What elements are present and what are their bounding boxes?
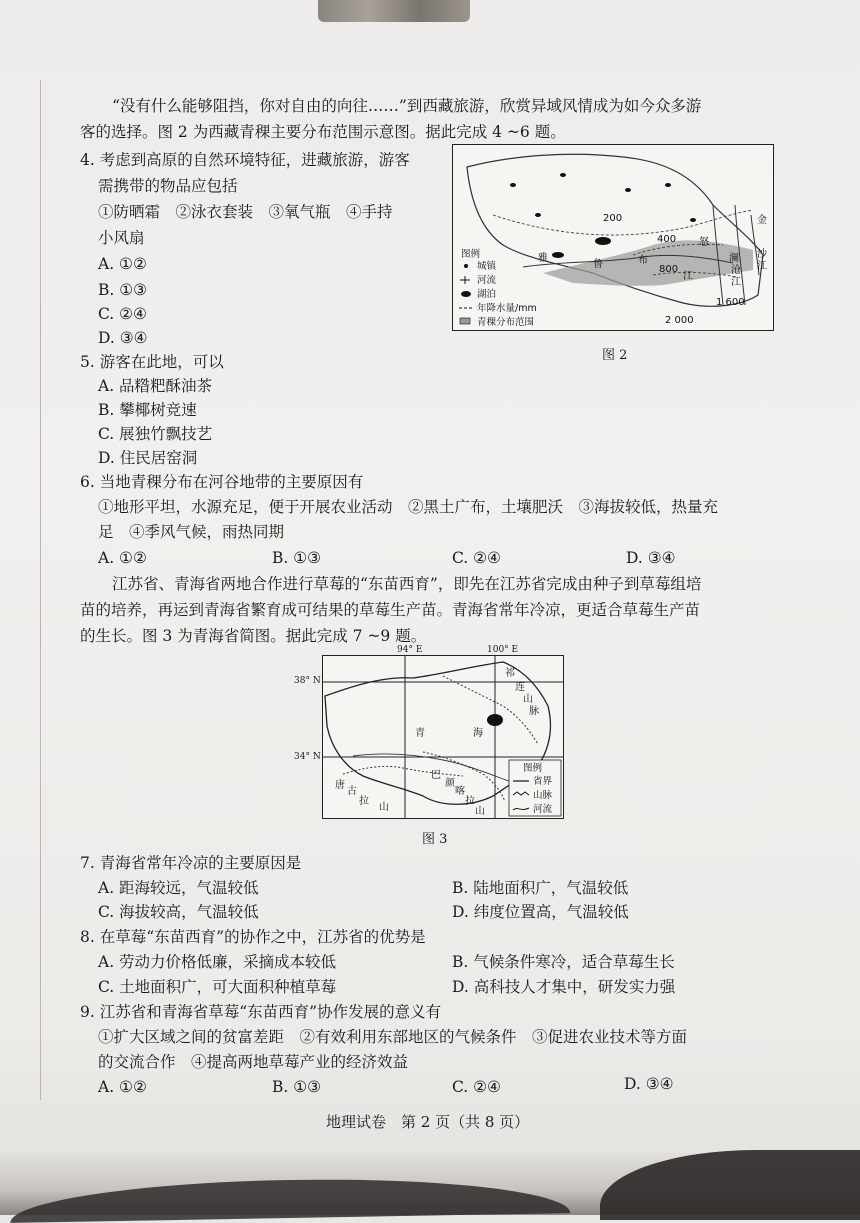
- lake-2: [552, 252, 564, 258]
- tibet-map-svg: [453, 145, 773, 330]
- fig3-legend-mountain: 山脉: [533, 790, 553, 801]
- q4-items: ①防晒霜 ②泳衣套装 ③氧气瓶 ④手持: [98, 203, 393, 221]
- fig3-lon-94: 94° E: [397, 645, 423, 655]
- q9-option-b: B. ①③: [272, 1078, 322, 1096]
- fig2-legend-barley: 青稞分布范围: [477, 317, 535, 328]
- fig3-label-lian: 连: [515, 682, 525, 693]
- lake-8: [535, 213, 541, 217]
- fig3-label-ka: 喀: [455, 786, 465, 797]
- river-label-jiang-1: 江: [683, 271, 693, 282]
- q8-option-d: D. 高科技人才集中，研发实力强: [452, 978, 676, 996]
- intro2-line-2: 苗的培养，再运到青海省繁育成可结果的草莓生产苗。青海省常年冷凉，更适合草莓生产苗: [80, 601, 701, 619]
- fig3-legend-title: 图例: [523, 763, 543, 774]
- intro2-line-3: 的生长。图 3 为青海省简图。据此完成 7 ~9 题。: [80, 627, 427, 645]
- river-label-sha: 沙: [757, 249, 767, 260]
- figure-2-tibet-map: [452, 144, 774, 331]
- fig3-label-mai: 脉: [529, 706, 539, 717]
- fig3-label-la-2: 拉: [465, 796, 475, 807]
- figure-2-caption: 图 2: [602, 348, 628, 363]
- q7-option-d: D. 纬度位置高，气温较低: [452, 903, 629, 921]
- q4-stem: 4. 考虑到高原的自然环境特征，进藏旅游，游客: [80, 151, 410, 169]
- fig3-label-shan-2: 山: [379, 802, 389, 813]
- lake-7: [690, 218, 696, 222]
- lake-4: [560, 173, 566, 177]
- lake-3: [510, 183, 516, 187]
- q4-option-b: B. ①③: [98, 281, 148, 299]
- lake-5: [625, 188, 631, 192]
- q9-option-a: A. ①②: [98, 1078, 147, 1096]
- q6-stem: 6. 当地青稞分布在河谷地带的主要原因有: [80, 473, 364, 491]
- fig2-legend-town: 城镇: [477, 261, 497, 272]
- fig3-label-tang: 唐: [335, 780, 345, 791]
- q9-items-cont: 的交流合作 ④提高两地草莓产业的经济效益: [98, 1053, 409, 1071]
- river-label-jiang-2: 江: [731, 277, 741, 288]
- river-label-lu: 鲁: [593, 259, 603, 270]
- river-label-jiang-3: 江: [757, 261, 767, 272]
- river-label-lan: 澜: [729, 253, 739, 264]
- q9-items: ①扩大区域之间的贫富差距 ②有效利用东部地区的气候条件 ③促进农业技术等方面: [98, 1028, 688, 1046]
- fig3-legend-river: 河流: [533, 804, 553, 815]
- figure-3-qinghai-map: [322, 655, 564, 819]
- q9-stem: 9. 江苏省和青海省草莓“东苗西育”协作发展的意义有: [80, 1003, 442, 1021]
- river-label-jin: 金: [757, 215, 767, 226]
- isohyet-label-800: 800: [659, 264, 679, 275]
- q4-option-c: C. ②④: [98, 305, 147, 323]
- q5-option-d: D. 住民居窑洞: [98, 449, 198, 467]
- q8-option-b: B. 气候条件寒冷，适合草莓生长: [452, 953, 675, 971]
- q4-option-d: D. ③④: [98, 329, 148, 347]
- lake-1: [595, 237, 611, 245]
- q6-option-c: C. ②④: [452, 549, 501, 567]
- fig2-legend-river: 河流: [477, 275, 497, 286]
- river-label-nu: 怒: [699, 237, 709, 248]
- qinghai-map-svg: [323, 656, 563, 818]
- q4-items-cont: 小风扇: [98, 229, 145, 247]
- lake-legend-icon: [461, 291, 471, 297]
- fig3-label-gu: 古: [347, 786, 357, 797]
- q4-stem-cont: 需携带的物品应包括: [98, 177, 238, 195]
- fig3-label-shan-1: 山: [523, 694, 533, 705]
- isohyet-label-2000: 2 000: [665, 315, 694, 326]
- q7-option-b: B. 陆地面积广，气温较低: [452, 879, 629, 897]
- fig3-legend-boundary: 省界: [533, 776, 553, 787]
- fig3-lat-38: 38° N: [294, 676, 321, 686]
- q7-stem: 7. 青海省常年冷凉的主要原因是: [80, 854, 302, 872]
- fig3-label-la-1: 拉: [359, 796, 369, 807]
- q6-option-a: A. ①②: [98, 549, 147, 567]
- fig3-lat-34: 34° N: [294, 752, 321, 762]
- isohyet-label-200: 200: [603, 213, 623, 224]
- fig3-lon-100: 100° E: [487, 645, 519, 655]
- q5-option-a: A. 品糌粑酥油茶: [98, 377, 213, 395]
- page-margin-line: [40, 80, 41, 1100]
- q8-option-c: C. 土地面积广，可大面积种植草莓: [98, 978, 337, 996]
- isohyet-label-1600: 1 600: [716, 297, 745, 308]
- q7-option-c: C. 海拔较高，气温较低: [98, 903, 259, 921]
- barley-legend-icon: [460, 318, 470, 324]
- intro-line-2: 客的选择。图 2 为西藏青稞主要分布范围示意图。据此完成 4 ~6 题。: [80, 123, 566, 141]
- q8-option-a: A. 劳动力价格低廉，采摘成本较低: [98, 953, 337, 971]
- figure-3-caption: 图 3: [422, 832, 448, 847]
- q5-option-c: C. 展独竹飘技艺: [98, 425, 213, 443]
- fig2-legend-isohyet: 年降水量/mm: [477, 303, 537, 314]
- fig2-legend-title: 图例: [461, 249, 481, 260]
- fig3-label-ba: 巴: [431, 770, 441, 781]
- fig3-label-hai: 海: [473, 728, 483, 739]
- river-label-cang: 沧: [731, 265, 741, 276]
- fig3-label-qi: 祁: [505, 668, 515, 679]
- q6-items: ①地形平坦，水源充足，便于开展农业活动 ②黑土广布，土壤肥沃 ③海拔较低，热量充: [98, 498, 719, 516]
- fig2-legend-lake: 湖泊: [477, 289, 497, 300]
- q6-option-b: B. ①③: [272, 549, 322, 567]
- q9-option-c: C. ②④: [452, 1078, 501, 1096]
- intro2-line-1: 江苏省、青海省两地合作进行草莓的“东苗西育”，即先在江苏省完成由种子到草莓组培: [112, 575, 702, 593]
- intro-line-1: “没有什么能够阻挡，你对自由的向往……”到西藏旅游，欣赏异域风情成为如今众多游: [112, 97, 702, 115]
- photo-object-top: [318, 0, 470, 22]
- q9-option-d: D. ③④: [624, 1075, 674, 1093]
- q5-stem: 5. 游客在此地，可以: [80, 353, 224, 371]
- river-legend-icon: [460, 276, 470, 284]
- q5-option-b: B. 攀椰树竞速: [98, 401, 197, 419]
- lake-6: [665, 183, 671, 187]
- q6-items-cont: 足 ④季风气候，雨热同期: [98, 523, 285, 541]
- highland-barley-range: [543, 240, 753, 285]
- fig3-label-shan-3: 山: [475, 806, 485, 817]
- qinghai-lake: [487, 714, 503, 726]
- fig3-label-yan: 颜: [445, 778, 455, 789]
- river-label-bu: 布: [638, 255, 648, 266]
- page-footer: 地理试卷 第 2 页（共 8 页）: [326, 1113, 530, 1131]
- isohyet-label-400: 400: [657, 234, 677, 245]
- q6-option-d: D. ③④: [626, 549, 676, 567]
- q8-stem: 8. 在草莓“东苗西育”的协作之中，江苏省的优势是: [80, 928, 426, 946]
- q4-option-a: A. ①②: [98, 255, 147, 273]
- river-label-ya: 雅: [538, 253, 548, 264]
- fig3-label-qing: 青: [415, 728, 425, 739]
- q7-option-a: A. 距海较远，气温较低: [98, 879, 259, 897]
- town-legend-icon: [464, 264, 468, 268]
